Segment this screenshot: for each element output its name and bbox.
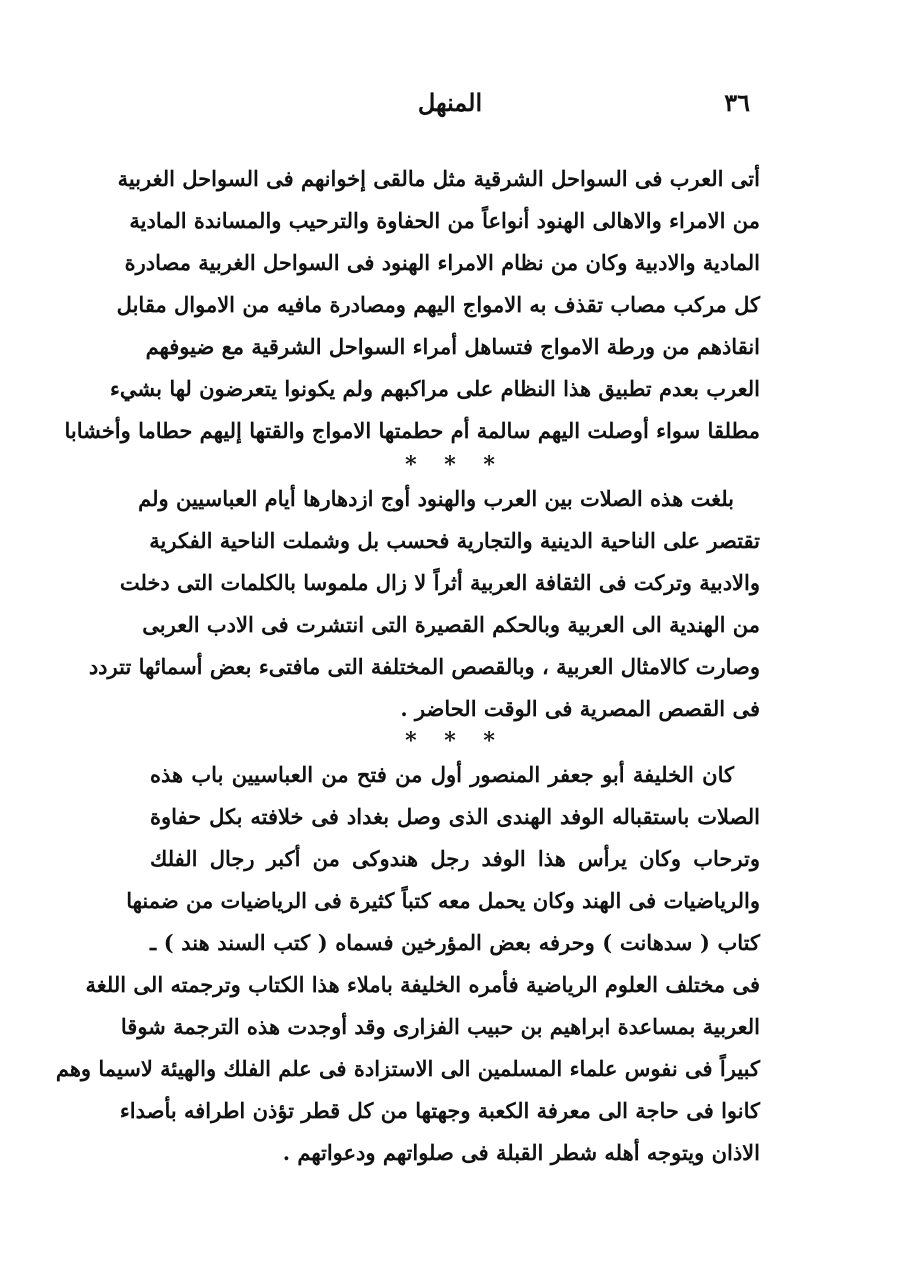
paragraph-3	[55, 754, 760, 1174]
running-title: المنهل	[417, 88, 483, 117]
page-number: ٣٦	[724, 88, 750, 117]
text-line: تقتصر على الناحية الدينية والتجارية فحسب بل وشملت الناحية الفكرية	[149, 528, 760, 553]
paragraph-1	[64, 158, 760, 452]
text-line: كبيراً فى نفوس علماء المسلمين الى الاستزادة فى علم الفلك والهيئة لاسيما وهم	[55, 1056, 760, 1081]
text-line: فى القصص المصرية فى الوقت الحاضر .	[400, 696, 760, 721]
text-line: كل مركب مصاب تقذف به الامواج اليهم ومصادرة مافيه من الاموال مقابل	[116, 292, 760, 317]
text-line: الاذان ويتوجه أهله شطر القبلة فى صلواتهم ودعواتهم .	[282, 1140, 760, 1165]
text-line: والرياضيات فى الهند وكان يحمل معه كتباً كثيرة فى الرياضيات من ضمنها	[126, 888, 760, 913]
text-line: كانوا فى حاجة الى معرفة الكعبة وجهتها من كل قطر تؤذن اطرافه بأصداء	[119, 1098, 760, 1123]
text-line: فى مختلف العلوم الرياضية فأمره الخليفة باملاء هذا الكتاب وترجمته الى اللغة	[85, 972, 760, 997]
text-line: أتى العرب فى السواحل الشرقية مثل مالقى إخوانهم فى السواحل الغربية	[117, 166, 760, 191]
section-separator: * * *	[405, 728, 505, 754]
text-line: الصلات باستقباله الوفد الهندى الذى وصل بغداد فى خلافته بكل حفاوة	[150, 804, 760, 829]
text-line: وترحاب وكان يرأس هذا الوفد رجل هندوكى من أكبر رجال الفلك	[150, 846, 760, 871]
page-header	[150, 88, 750, 128]
text-line: من الهندية الى العربية وبالحكم القصيرة التى انتشرت فى الادب العربى	[142, 612, 760, 637]
text-line: والادبية وتركت فى الثقافة العربية أثراً لا زال ملموسا بالكلمات التى دخلت	[119, 570, 760, 595]
paragraph-2	[88, 478, 760, 730]
text-line: بلغت هذه الصلات بين العرب والهنود أوج ازدهارها أيام العباسيين ولم	[138, 486, 734, 511]
text-line: المادية والادبية وكان من نظام الامراء الهنود فى السواحل الغربية مصادرة	[124, 250, 760, 275]
text-line: العرب بعدم تطبيق هذا النظام على مراكبهم ولم يكونوا يتعرضون لها بشيء	[110, 376, 760, 401]
text-line: العربية بمساعدة ابراهيم بن حبيب الفزارى وقد أوجدت هذه الترجمة شوقا	[120, 1014, 760, 1039]
text-line: انقاذهم من ورطة الامواج فتساهل أمراء السواحل الشرقية مع ضيوفهم	[145, 334, 760, 359]
text-line: وصارت كالامثال العربية ، وبالقصص المختلفة التى مافتىء بعض أسمائها تتردد	[88, 654, 760, 679]
section-separator: * * *	[405, 452, 505, 478]
text-line: كان الخليفة أبو جعفر المنصور أول من فتح من العباسيين باب هذه	[150, 762, 734, 787]
text-line: مطلقا سواء أوصلت اليهم سالمة أم حطمتها الامواج والقتها إليهم حطاما وأخشابا	[64, 418, 760, 443]
text-line: كتاب ( سدهانت ) وحرفه بعض المؤرخين فسماه ( كتب السند هند ) ـ	[150, 930, 760, 955]
text-line: من الامراء والاهالى الهنود أنواعاً من الحفاوة والترحيب والمساندة المادية	[129, 208, 760, 233]
